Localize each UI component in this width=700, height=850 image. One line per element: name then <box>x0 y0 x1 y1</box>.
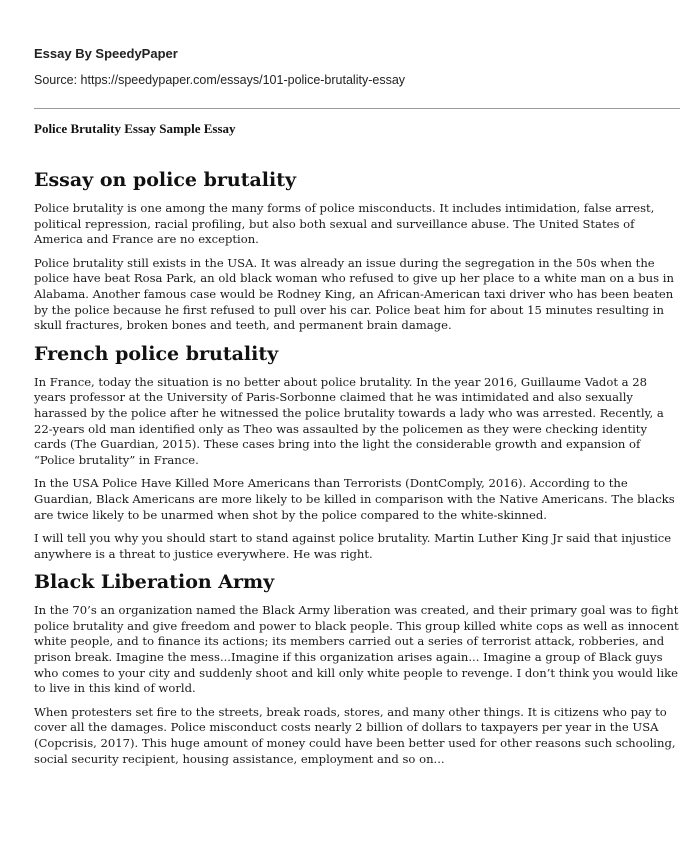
section-heading: Black Liberation Army <box>34 571 275 594</box>
header-source: Source: https://speedypaper.com/essays/101-police-brutality-essay <box>34 73 406 87</box>
paragraph: Police brutality is one among the many forms of police misconducts. It includes intimidation, false arrest, political repression, racial profiling, but also both sexual and surveillance abuse. The United States of America and France are no exception. <box>34 201 655 247</box>
section-black-liberation-army <box>34 570 680 767</box>
section-french-police-brutality <box>34 342 680 563</box>
header-divider <box>34 108 680 109</box>
paragraph: In the USA Police Have Killed More Americans than Terrorists (DontComply, 2016). According to the Guardian, Black Americans are more likely to be killed in comparison with the Native Americans. The blacks are twice likely to be unarmed when shot by the police compared to the white-skinned. <box>34 476 675 522</box>
section-heading: French police brutality <box>34 342 279 365</box>
paragraph: In the 70’s an organization named the Black Army liberation was created, and their primary goal was to fight police brutality and give freedom and power to black people. This group killed white cops as well as innocent white people, and to finance its actions; its members carried out a series of terrorist attack, robberies, and prison break. Imagine the mess...Imagine if this organization arises again... Imagine a group of Black guys who comes to your city and suddenly shoot and kill only white people to revenge. I don’t think you would like to live in this kind of world. <box>34 603 679 696</box>
essay-content <box>34 168 680 775</box>
section-heading: Essay on police brutality <box>34 169 297 191</box>
section-essay-on-police-brutality <box>34 168 680 334</box>
paragraph: When protesters set fire to the streets, break roads, stores, and many other things. It is citizens who pay to cover all the damages. Police misconduct costs nearly 2 billion of dollars to taxpayers per year in the USA (Copcrisis, 2017). This huge amount of money could have been better used for other reasons such schooling, social security recipient, housing assistance, employment and so on... <box>34 704 676 766</box>
paragraph: Police brutality still exists in the USA. It was already an issue during the segregation in the 50s when the police have beat Rosa Park, an old black woman who refused to give up her place to a white man on a bus in Alabama. Another famous case would be Rodney King, an African-American taxi driver who has been beaten by the police because he first refused to pull over his car. Police beat him for about 15 minutes resulting in skull fractures, broken bones and teeth, and permanent brain damage. <box>34 255 674 333</box>
paragraph: In France, today the situation is no better about police brutality. In the year 2016, Guillaume Vadot a 28 years professor at the University of Paris-Sorbonne claimed that he was intimidated and also sexually harassed by the police after he witnessed the police brutality towards a lady who was arrested. Recently, a 22-years old man identified only as Theo was assaulted by the policemen as they were checking identity cards (The Guardian, 2015). These cases bring into the light the considerable growth and expansion of “Police brutality” in France. <box>34 374 664 467</box>
header-title: Essay By SpeedyPaper <box>34 46 178 61</box>
document-title: Police Brutality Essay Sample Essay <box>34 121 236 136</box>
paragraph: I will tell you why you should start to stand against police brutality. Martin Luther King Jr said that injustice anywhere is a threat to justice everywhere. He was right. <box>34 531 672 561</box>
